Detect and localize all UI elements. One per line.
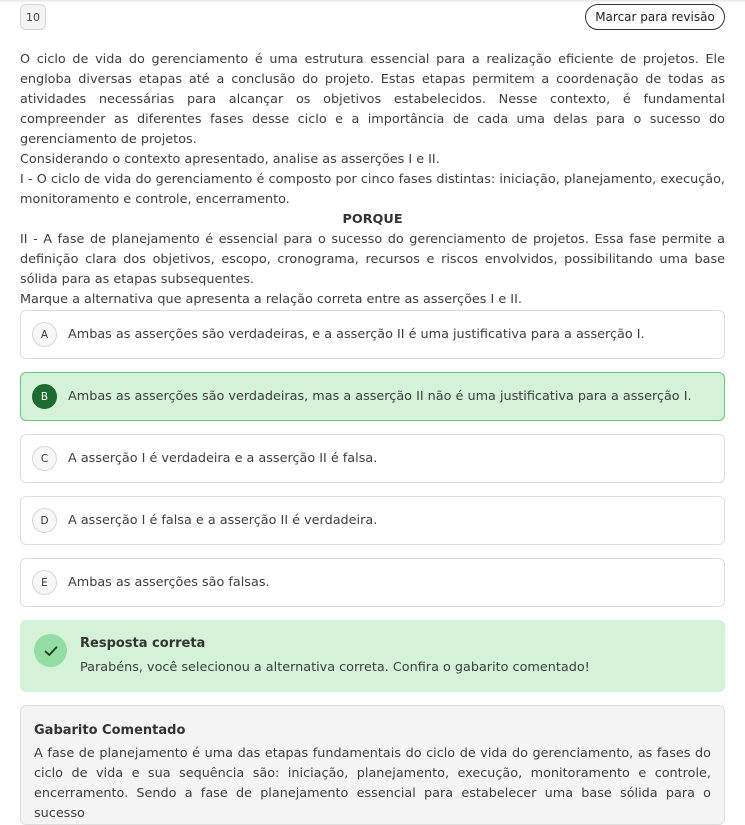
top-shadow (0, 0, 745, 3)
assertion-one: I - O ciclo de vida do gerenciamento é composto por cinco fases distintas: iniciação, planejamento, execução, monitoramento e controle, encerramento. (20, 172, 725, 207)
option-c[interactable] (20, 434, 725, 483)
option-text-c: A asserção I é verdadeira e a asserção II é falsa. (68, 451, 378, 466)
option-text-e: Ambas as asserções são falsas. (68, 575, 270, 590)
porque-connector: PORQUE (342, 212, 403, 227)
option-text-d: A asserção I é falsa e a asserção II é verdadeira. (68, 513, 378, 528)
option-letter-e: E (32, 570, 57, 595)
mark-for-review-button[interactable]: Marcar para revisão (585, 4, 725, 30)
commentary-title: Gabarito Comentado (34, 723, 186, 738)
statement-instruction: Considerando o contexto apresentado, analise as asserções I e II. (20, 152, 440, 167)
option-text-a: Ambas as asserções são verdadeiras, e a asserção II é uma justificativa para a asserção I. (68, 327, 645, 342)
option-e[interactable] (20, 558, 725, 607)
feedback-message: Parabéns, você selecionou a alternativa correta. Confira o gabarito comentado! (80, 660, 590, 675)
feedback-title: Resposta correta (80, 636, 206, 651)
statement-question: Marque a alternativa que apresenta a relação correta entre as asserções I e II. (20, 292, 522, 307)
question-number-badge: 10 (20, 4, 46, 30)
statement-context: O ciclo de vida do gerenciamento é uma estrutura essencial para a realização eficiente de projetos. Ele engloba diversas etapas até a conclusão do projeto. Estas etapas permitem a coordenação de todas as atividades necessárias para alcançar os objetivos estabelecidos. Nesse contexto, é fundamental compreender as diferentes fases desse ciclo e a importância de cada uma delas para o sucesso do gerenciamento de projetos. (20, 52, 725, 147)
option-letter-a: A (32, 322, 57, 347)
question-header (0, 0, 745, 36)
option-a[interactable] (20, 310, 725, 359)
answer-commentary (20, 705, 725, 825)
option-letter-c: C (32, 446, 57, 471)
option-b[interactable] (20, 372, 725, 421)
option-letter-b: B (32, 384, 57, 409)
question-statement (20, 50, 725, 310)
commentary-text: A fase de planejamento é uma das etapas fundamentais do ciclo de vida do gerenciamento, as fases do ciclo de vida e sua sequência são: iniciação, planejamento, execução, monitoramento e controle, encerramento. Sendo a fase de planejamento essencial para estabelecer uma base sólida para o sucesso (34, 746, 711, 821)
option-d[interactable] (20, 496, 725, 545)
option-text-b: Ambas as asserções são verdadeiras, mas a asserção II não é uma justificativa para a asserção I. (68, 389, 692, 404)
assertion-two: II - A fase de planejamento é essencial para o sucesso do gerenciamento de projetos. Essa fase permite a definição clara dos objetivos, escopo, cronograma, recursos e riscos envolvidos, possibilitando uma base sólida para as etapas subsequentes. (20, 232, 725, 287)
answer-feedback (20, 620, 725, 692)
check-icon (34, 634, 67, 667)
option-letter-d: D (32, 508, 57, 533)
check-icon-glyph (43, 643, 59, 659)
